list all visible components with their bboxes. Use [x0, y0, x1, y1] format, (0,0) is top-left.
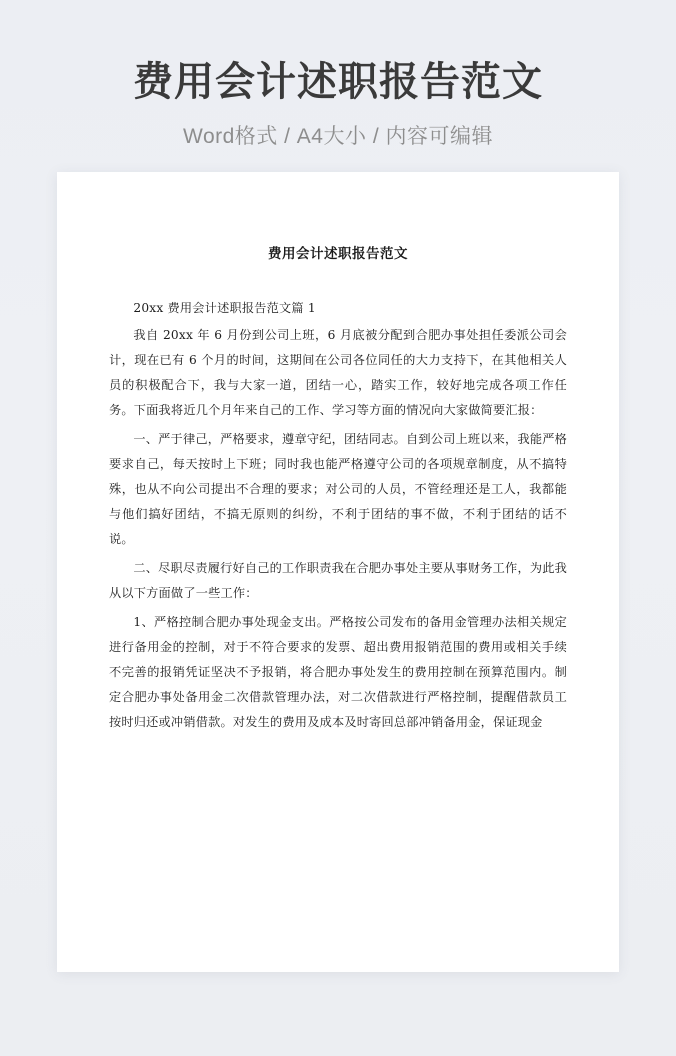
document-page-content: [57, 172, 619, 972]
document-paragraph: 二、尽职尽责履行好自己的工作职责我在合肥办事处主要从事财务工作，为此我从以下方面做了一些工作：: [109, 561, 567, 601]
poster-header: [0, 0, 676, 150]
document-title: 费用会计述职报告范文: [268, 246, 408, 262]
page-subtitle: Word格式 / A4大小 / 内容可编辑: [183, 125, 493, 148]
document-paragraph: 一、严于律己，严格要求，遵章守纪，团结同志。自到公司上班以来，我能严格要求自己，每天按时上下班；同时我也能严格遵守公司的各项规章制度，从不搞特殊，也从不向公司提出不合理的要求；对公司的人员，不管经理还是工人，我都能与他们搞好团结，不搞无原则的纠纷，不利于团结的事不做，不利于团结的话不说。: [109, 432, 567, 547]
page-title: 费用会计述职报告范文: [133, 60, 543, 104]
document-paragraph: 20xx 费用会计述职报告范文篇 1: [133, 301, 316, 315]
document-preview[interactable]: [57, 172, 619, 972]
document-paragraph: 1、严格控制合肥办事处现金支出。严格按公司发布的备用金管理办法相关规定进行备用金的控制，对于不符合要求的发票、超出费用报销范围的费用或相关手续不完善的报销凭证坚决不予报销，将合肥办事处发生的费用控制在预算范围内。制定合肥办事处备用金二次借款管理办法，对二次借款进行严格控制，提醒借款员工按时归还或冲销借款。对发生的费用及成本及时寄回总部冲销备用金，保证现金: [109, 615, 567, 730]
document-paragraph: 我自 20xx 年 6 月份到公司上班，6 月底被分配到合肥办事处担任委派公司会计，现在已有 6 个月的时间，这期间在公司各位同任的大力支持下，在其他相关人员的积极配合下，我与大家一道，团结一心，踏实工作，较好地完成各项工作任务。下面我将近几个月年来自己的工作、学习等方面的情况向大家做简要汇报：: [109, 328, 567, 418]
